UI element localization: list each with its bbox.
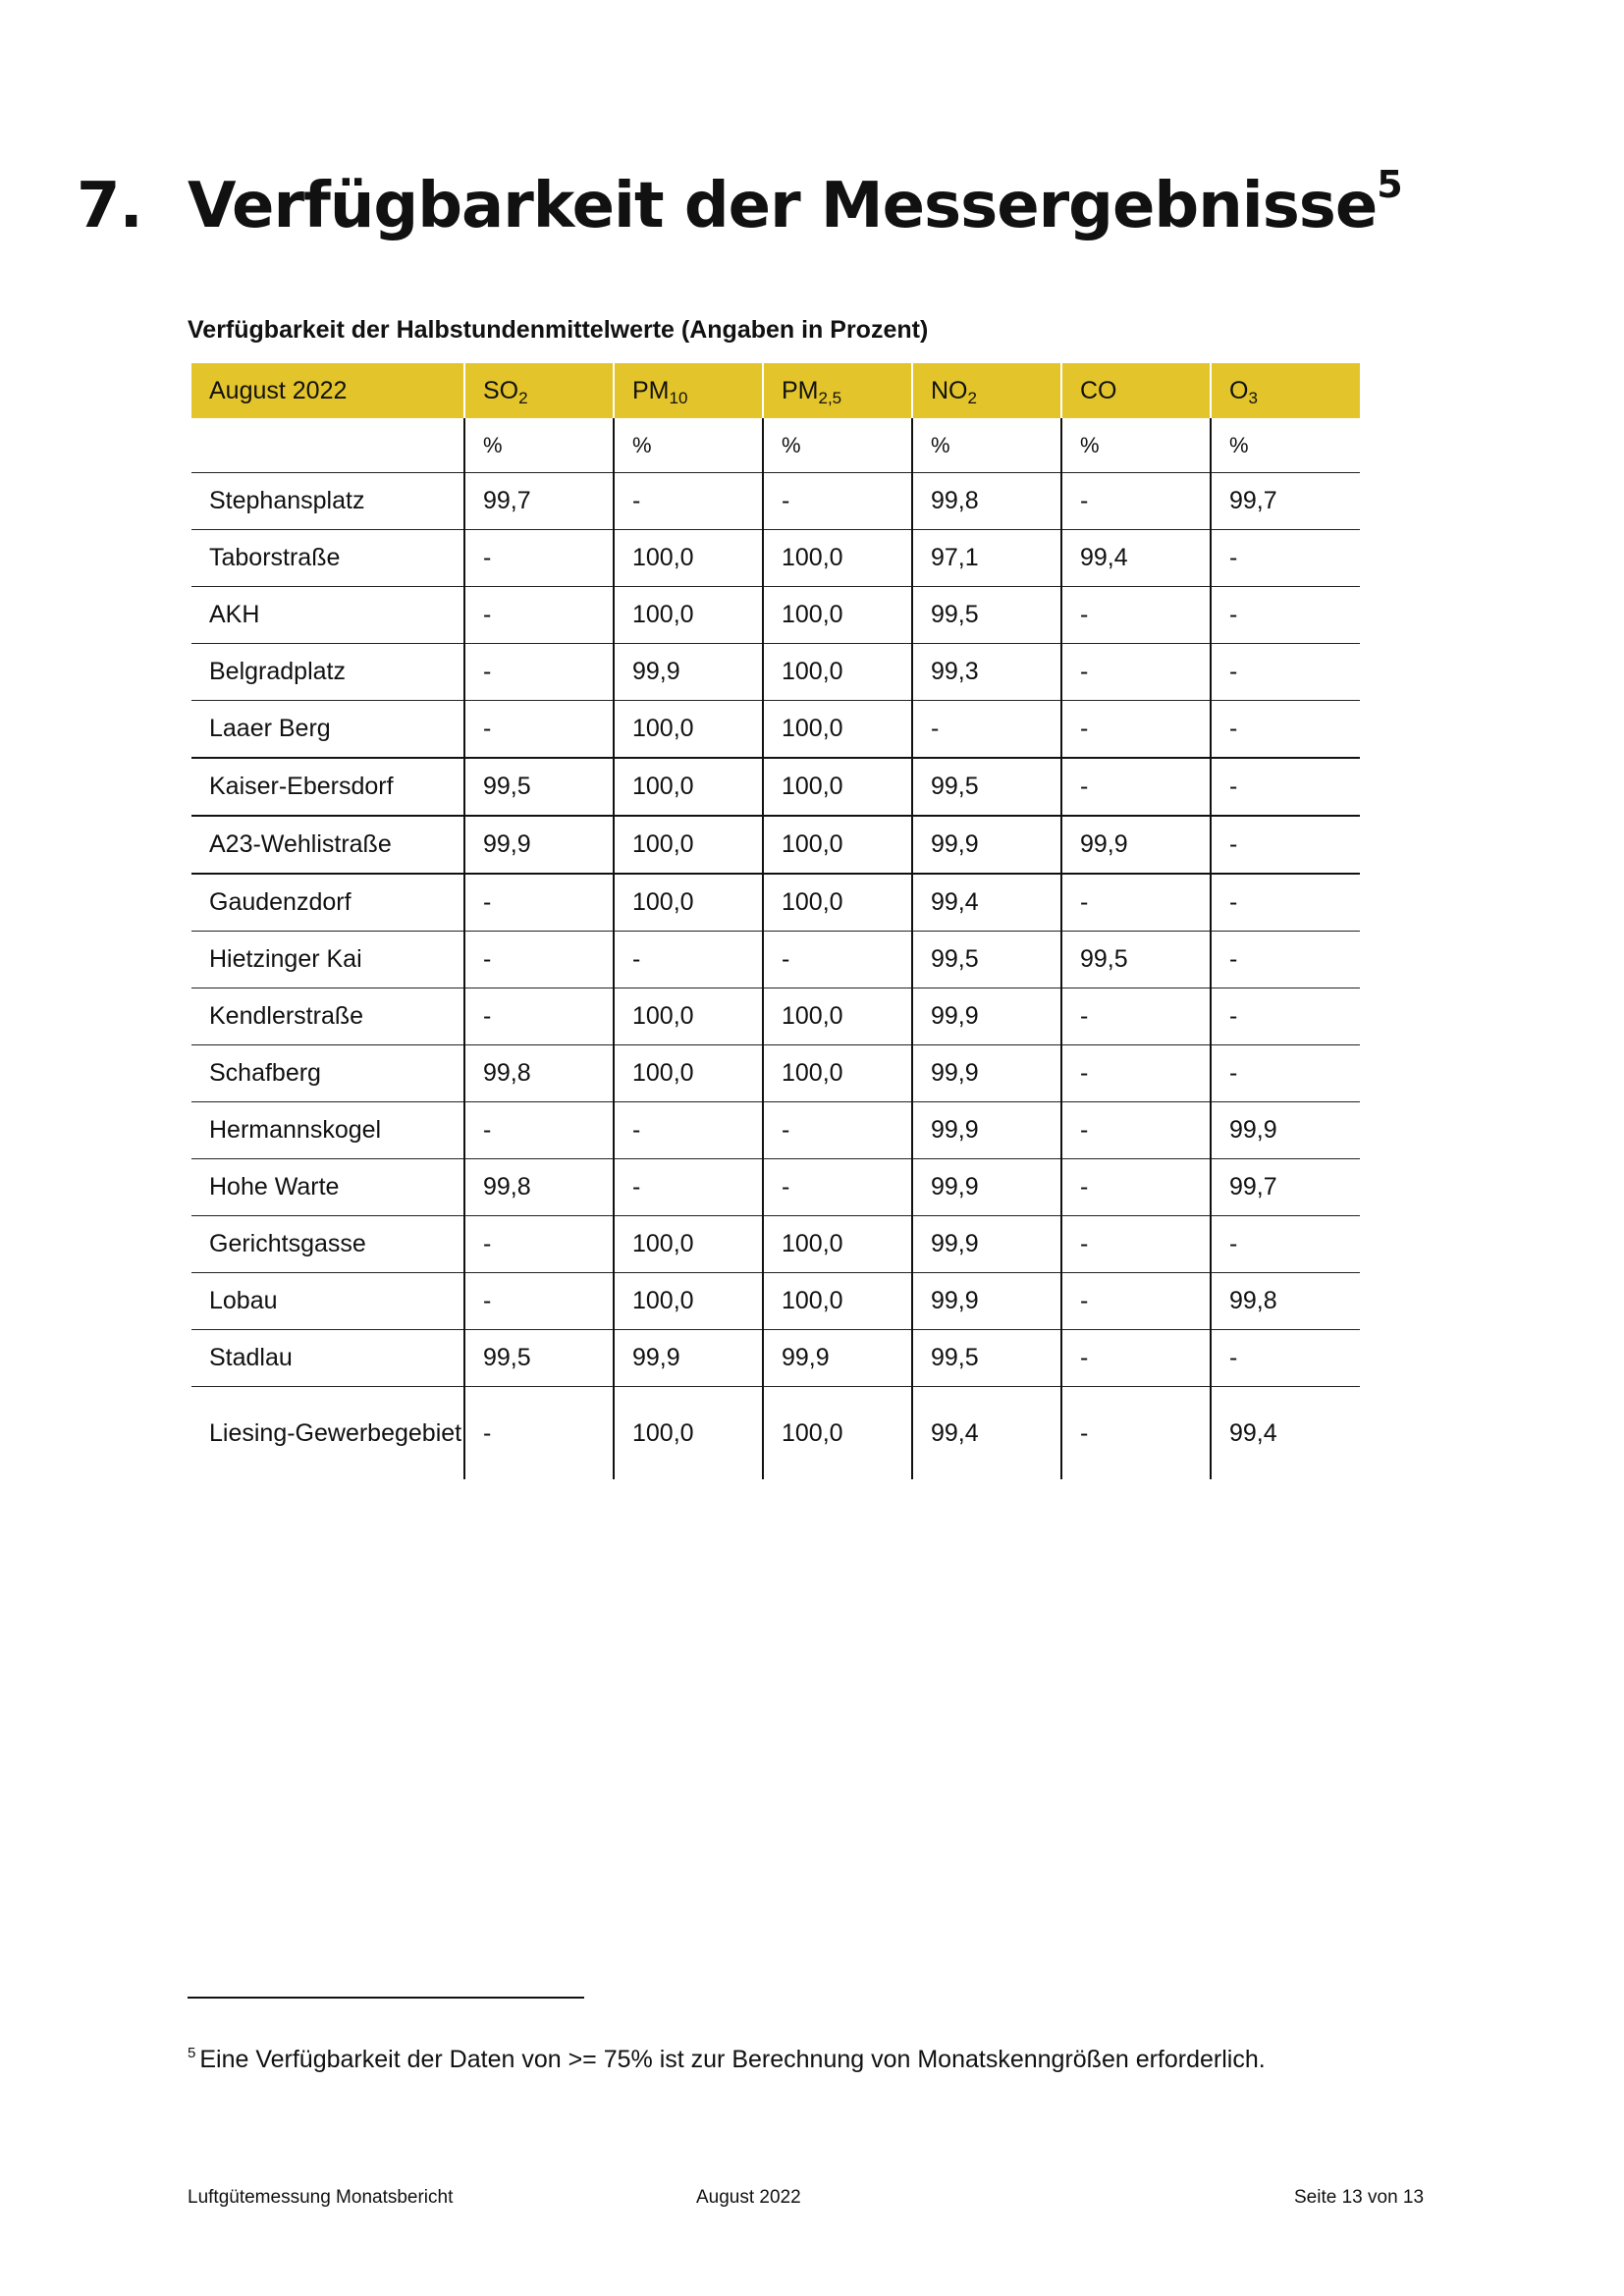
value-cell: - bbox=[614, 1102, 763, 1159]
station-name: AKH bbox=[191, 587, 464, 644]
table-row bbox=[191, 932, 1360, 988]
unit-cell: % bbox=[912, 418, 1061, 473]
station-name: Laaer Berg bbox=[191, 701, 464, 759]
table-row bbox=[191, 758, 1360, 816]
header-subscript: 2,5 bbox=[818, 388, 842, 407]
value-cell: 100,0 bbox=[614, 1387, 763, 1480]
table-row bbox=[191, 701, 1360, 759]
availability-table bbox=[191, 363, 1360, 1479]
footer-left: Luftgütemessung Monatsbericht bbox=[188, 2187, 454, 2208]
unit-cell bbox=[191, 418, 464, 473]
value-cell: 99,9 bbox=[912, 1273, 1061, 1330]
value-cell: - bbox=[1061, 1216, 1211, 1273]
page-heading bbox=[77, 163, 1402, 242]
table-row bbox=[191, 644, 1360, 701]
value-cell: 99,9 bbox=[912, 1102, 1061, 1159]
value-cell: 99,9 bbox=[763, 1330, 912, 1387]
header-label: PM bbox=[782, 376, 819, 404]
station-name: Schafberg bbox=[191, 1045, 464, 1102]
value-cell: 99,9 bbox=[1061, 816, 1211, 874]
table-row bbox=[191, 1216, 1360, 1273]
value-cell: 99,4 bbox=[912, 1387, 1061, 1480]
heading-number: 7. bbox=[77, 170, 142, 242]
table-row bbox=[191, 1045, 1360, 1102]
table-row bbox=[191, 1273, 1360, 1330]
station-name: A23-Wehlistraße bbox=[191, 816, 464, 874]
unit-cell: % bbox=[614, 418, 763, 473]
value-cell: 100,0 bbox=[614, 874, 763, 932]
value-cell: 99,7 bbox=[464, 473, 614, 530]
table-row bbox=[191, 1387, 1360, 1480]
header-label: PM bbox=[632, 376, 670, 404]
value-cell: - bbox=[464, 1273, 614, 1330]
value-cell: 99,9 bbox=[912, 1216, 1061, 1273]
value-cell: - bbox=[1211, 644, 1360, 701]
header-subscript: 2 bbox=[967, 388, 977, 407]
value-cell: 100,0 bbox=[763, 1216, 912, 1273]
header-col-1 bbox=[464, 363, 614, 418]
table-row bbox=[191, 988, 1360, 1045]
station-name: Kaiser-Ebersdorf bbox=[191, 758, 464, 816]
footnote-marker: 5 bbox=[188, 2045, 196, 2061]
station-name: Hietzinger Kai bbox=[191, 932, 464, 988]
value-cell: 100,0 bbox=[614, 701, 763, 759]
footer-center: August 2022 bbox=[696, 2187, 801, 2208]
value-cell: - bbox=[464, 874, 614, 932]
value-cell: 100,0 bbox=[763, 1387, 912, 1480]
header-subscript: 10 bbox=[669, 388, 688, 407]
value-cell: 99,9 bbox=[912, 1159, 1061, 1216]
value-cell: 100,0 bbox=[763, 874, 912, 932]
heading-footnote-ref: 5 bbox=[1377, 163, 1402, 206]
value-cell: 99,8 bbox=[912, 473, 1061, 530]
value-cell: - bbox=[1061, 1387, 1211, 1480]
value-cell: - bbox=[1061, 758, 1211, 816]
value-cell: 100,0 bbox=[614, 587, 763, 644]
header-subscript: 2 bbox=[518, 388, 528, 407]
station-name: Kendlerstraße bbox=[191, 988, 464, 1045]
station-name: Gerichtsgasse bbox=[191, 1216, 464, 1273]
heading-title: Verfügbarkeit der Messergebnisse bbox=[188, 170, 1378, 242]
value-cell: 100,0 bbox=[614, 988, 763, 1045]
value-cell: 100,0 bbox=[614, 758, 763, 816]
value-cell: - bbox=[614, 932, 763, 988]
header-col-5 bbox=[1061, 363, 1211, 418]
station-name: Belgradplatz bbox=[191, 644, 464, 701]
footnote-divider bbox=[188, 1997, 584, 1999]
value-cell: 99,5 bbox=[912, 1330, 1061, 1387]
table-row bbox=[191, 530, 1360, 587]
header-label: O bbox=[1229, 376, 1249, 404]
value-cell: 99,3 bbox=[912, 644, 1061, 701]
table-row bbox=[191, 473, 1360, 530]
value-cell: 100,0 bbox=[614, 1216, 763, 1273]
value-cell: 99,7 bbox=[1211, 1159, 1360, 1216]
value-cell: - bbox=[1211, 988, 1360, 1045]
value-cell: 99,8 bbox=[464, 1045, 614, 1102]
table-row bbox=[191, 1102, 1360, 1159]
unit-cell: % bbox=[464, 418, 614, 473]
header-period bbox=[191, 363, 464, 418]
station-name: Stephansplatz bbox=[191, 473, 464, 530]
value-cell: - bbox=[1061, 473, 1211, 530]
value-cell: - bbox=[1211, 530, 1360, 587]
value-cell: - bbox=[1061, 1045, 1211, 1102]
table-row bbox=[191, 587, 1360, 644]
value-cell: 99,9 bbox=[464, 816, 614, 874]
value-cell: 100,0 bbox=[614, 1273, 763, 1330]
value-cell: - bbox=[1211, 587, 1360, 644]
value-cell: 97,1 bbox=[912, 530, 1061, 587]
value-cell: 100,0 bbox=[763, 1273, 912, 1330]
value-cell: - bbox=[763, 1159, 912, 1216]
value-cell: - bbox=[763, 473, 912, 530]
header-col-6 bbox=[1211, 363, 1360, 418]
value-cell: 99,7 bbox=[1211, 473, 1360, 530]
value-cell: 100,0 bbox=[763, 587, 912, 644]
table-row bbox=[191, 1330, 1360, 1387]
value-cell: - bbox=[464, 1102, 614, 1159]
value-cell: 99,9 bbox=[614, 644, 763, 701]
header-label: August 2022 bbox=[209, 376, 348, 404]
value-cell: - bbox=[1061, 874, 1211, 932]
unit-cell: % bbox=[1061, 418, 1211, 473]
station-name: Lobau bbox=[191, 1273, 464, 1330]
value-cell: - bbox=[1061, 1159, 1211, 1216]
header-subscript: 3 bbox=[1248, 388, 1258, 407]
header-col-3 bbox=[763, 363, 912, 418]
value-cell: - bbox=[1061, 988, 1211, 1045]
value-cell: - bbox=[1211, 1330, 1360, 1387]
value-cell: 99,5 bbox=[1061, 932, 1211, 988]
value-cell: - bbox=[614, 1159, 763, 1216]
value-cell: - bbox=[1061, 1273, 1211, 1330]
value-cell: 100,0 bbox=[763, 644, 912, 701]
value-cell: 99,9 bbox=[912, 816, 1061, 874]
value-cell: 99,9 bbox=[912, 1045, 1061, 1102]
value-cell: - bbox=[1061, 1330, 1211, 1387]
value-cell: 100,0 bbox=[763, 988, 912, 1045]
value-cell: - bbox=[464, 701, 614, 759]
unit-cell: % bbox=[1211, 418, 1360, 473]
value-cell: 100,0 bbox=[763, 758, 912, 816]
value-cell: - bbox=[1211, 816, 1360, 874]
station-name: Taborstraße bbox=[191, 530, 464, 587]
station-name: Stadlau bbox=[191, 1330, 464, 1387]
table-row bbox=[191, 816, 1360, 874]
value-cell: - bbox=[464, 644, 614, 701]
value-cell: - bbox=[763, 1102, 912, 1159]
value-cell: 99,5 bbox=[464, 1330, 614, 1387]
value-cell: - bbox=[464, 1387, 614, 1480]
value-cell: 100,0 bbox=[763, 530, 912, 587]
value-cell: 99,4 bbox=[1061, 530, 1211, 587]
value-cell: - bbox=[1211, 874, 1360, 932]
header-col-4 bbox=[912, 363, 1061, 418]
footer-right: Seite 13 von 13 bbox=[1294, 2187, 1425, 2208]
header-row bbox=[191, 363, 1360, 418]
value-cell: 99,5 bbox=[912, 932, 1061, 988]
table-row bbox=[191, 874, 1360, 932]
footnote bbox=[188, 2046, 1266, 2074]
value-cell: - bbox=[1211, 701, 1360, 759]
value-cell: 99,5 bbox=[912, 587, 1061, 644]
value-cell: 100,0 bbox=[763, 1045, 912, 1102]
value-cell: 100,0 bbox=[614, 816, 763, 874]
table-row bbox=[191, 1159, 1360, 1216]
value-cell: - bbox=[464, 1216, 614, 1273]
value-cell: - bbox=[464, 587, 614, 644]
value-cell: 99,4 bbox=[912, 874, 1061, 932]
value-cell: 99,4 bbox=[1211, 1387, 1360, 1480]
value-cell: 99,5 bbox=[464, 758, 614, 816]
value-cell: 99,9 bbox=[1211, 1102, 1360, 1159]
value-cell: - bbox=[1061, 644, 1211, 701]
value-cell: 99,9 bbox=[912, 988, 1061, 1045]
table-caption: Verfügbarkeit der Halbstundenmittelwerte (Angaben in Prozent) bbox=[188, 316, 929, 344]
value-cell: - bbox=[464, 988, 614, 1045]
value-cell: 99,8 bbox=[464, 1159, 614, 1216]
value-cell: - bbox=[464, 530, 614, 587]
station-name: Liesing-Gewerbegebiet bbox=[209, 1418, 462, 1447]
value-cell: 99,8 bbox=[1211, 1273, 1360, 1330]
value-cell: 100,0 bbox=[763, 701, 912, 759]
value-cell: 99,9 bbox=[614, 1330, 763, 1387]
value-cell: - bbox=[614, 473, 763, 530]
value-cell: 100,0 bbox=[614, 530, 763, 587]
value-cell: - bbox=[763, 932, 912, 988]
value-cell: 100,0 bbox=[763, 816, 912, 874]
station-name: Gaudenzdorf bbox=[191, 874, 464, 932]
unit-cell: % bbox=[763, 418, 912, 473]
value-cell: - bbox=[1211, 932, 1360, 988]
value-cell: - bbox=[1211, 1045, 1360, 1102]
station-name: Hohe Warte bbox=[191, 1159, 464, 1216]
header-label: NO bbox=[931, 376, 968, 404]
value-cell: 100,0 bbox=[614, 1045, 763, 1102]
value-cell: 99,5 bbox=[912, 758, 1061, 816]
header-label: SO bbox=[483, 376, 519, 404]
footnote-text: Eine Verfügbarkeit der Daten von >= 75% ist zur Berechnung von Monatskenngrößen erforderlich. bbox=[199, 2046, 1266, 2073]
value-cell: - bbox=[912, 701, 1061, 759]
value-cell: - bbox=[1061, 587, 1211, 644]
value-cell: - bbox=[1211, 1216, 1360, 1273]
units-row bbox=[191, 418, 1360, 473]
header-label: CO bbox=[1080, 376, 1117, 404]
station-name: Hermannskogel bbox=[191, 1102, 464, 1159]
value-cell: - bbox=[1211, 758, 1360, 816]
header-col-2 bbox=[614, 363, 763, 418]
value-cell: - bbox=[1061, 1102, 1211, 1159]
value-cell: - bbox=[464, 932, 614, 988]
value-cell: - bbox=[1061, 701, 1211, 759]
